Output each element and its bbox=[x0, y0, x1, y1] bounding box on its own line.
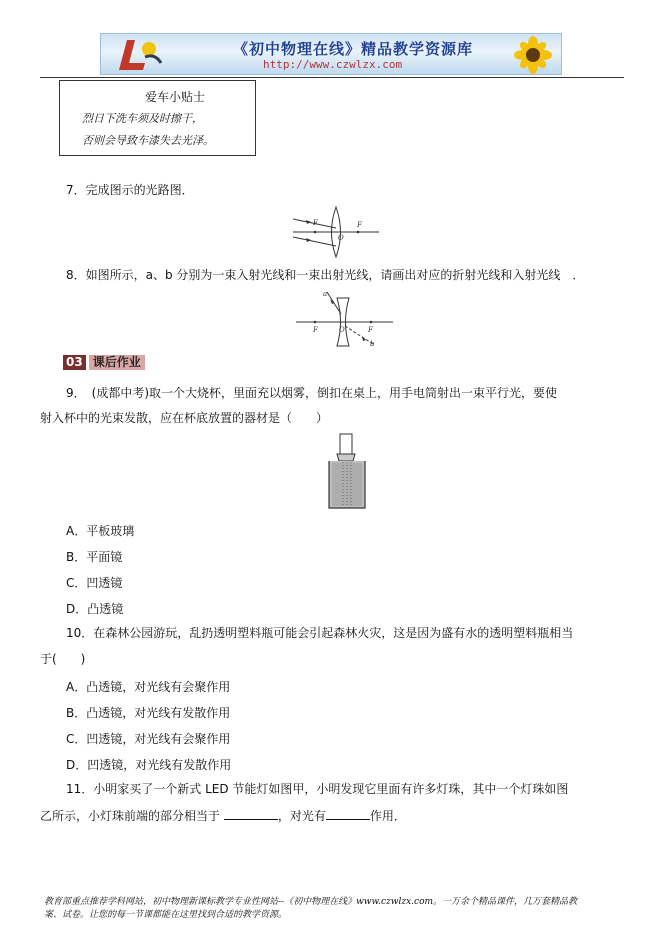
q7-focus-right bbox=[357, 231, 360, 234]
q7-lens-diagram bbox=[285, 205, 385, 259]
question-11-line-2 bbox=[40, 808, 406, 823]
q10-option-b: B．凸透镜，对光线有发散作用 bbox=[66, 706, 231, 720]
q8-label-b: b bbox=[370, 340, 375, 348]
sunflower-icon bbox=[505, 36, 561, 74]
q8-focus-right bbox=[370, 321, 373, 324]
beaker-flashlight-diagram bbox=[322, 433, 372, 511]
footer-line-1: 教育部重点推荐学科网站，初中物理新课标教学专业性网站--《初中物理在线》www.czwlzx.com。一万余个精品课件，几万套精品教 bbox=[44, 897, 578, 907]
question-8: 8．如图所示，a、b 分别为一束入射光线和一束出射光线，请画出对应的折射光线和入射光线 ． bbox=[66, 268, 585, 282]
tip-box bbox=[59, 80, 256, 156]
q11-text-part-3: 作用． bbox=[369, 809, 406, 823]
q8-label-F-right: F bbox=[368, 326, 373, 334]
q8-focus-left bbox=[314, 321, 317, 324]
q7-label-O: O bbox=[338, 234, 344, 242]
q7-focus-left bbox=[314, 231, 317, 234]
q11-answer-blank-2[interactable] bbox=[326, 808, 370, 820]
footer-line-2: 案、试卷。让您的每一节课都能在这里找到合适的教学资源。 bbox=[44, 910, 288, 920]
section-heading bbox=[63, 355, 145, 370]
question-11-line-1: 11．小明家买了一个新式 LED 节能灯如图甲，小明发现它里面有许多灯珠，其中一个灯珠如图 bbox=[66, 782, 569, 796]
question-7: 7．完成图示的光路图． bbox=[66, 183, 194, 197]
q8-label-O: O bbox=[339, 326, 345, 334]
q7-arrow-2 bbox=[306, 238, 311, 242]
q9-option-a: A．平板玻璃 bbox=[66, 524, 135, 538]
header-banner bbox=[100, 33, 562, 75]
section-number: 03 bbox=[63, 355, 86, 370]
q11-answer-blank-1[interactable] bbox=[224, 808, 278, 820]
smoke-fill bbox=[332, 463, 362, 506]
q11-text-part-2: ，对光有 bbox=[277, 809, 326, 823]
tip-line-1: 烈日下洗车须及时擦干， bbox=[82, 112, 203, 125]
header-rule bbox=[40, 77, 624, 78]
question-10-line-1: 10．在森林公园游玩，乱扔透明塑料瓶可能会引起森林火灾，这是因为盛有水的透明塑料瓶相当 bbox=[66, 626, 574, 640]
q8-lens-diagram bbox=[293, 284, 398, 348]
banner-title: 《初中物理在线》精品教学资源库 bbox=[233, 40, 474, 58]
tip-title: 爱车小贴士 bbox=[145, 90, 206, 104]
q11-text-part-1: 乙所示，小灯珠前端的部分相当于 bbox=[40, 809, 221, 823]
q8-label-F-left: F bbox=[313, 326, 318, 334]
site-logo-icon bbox=[115, 37, 165, 73]
q9-option-c: C．凹透镜 bbox=[66, 576, 123, 590]
flashlight-head bbox=[337, 454, 355, 461]
q10-option-d: D．凹透镜，对光线有发散作用 bbox=[66, 758, 232, 772]
question-9-line-1: 9． (成都中考)取一个大烧杯，里面充以烟雾，倒扣在桌上，用手电筒射出一束平行光，要使 bbox=[66, 386, 558, 400]
q8-arrow-b bbox=[362, 336, 366, 341]
q10-option-a: A．凸透镜，对光线有会聚作用 bbox=[66, 680, 231, 694]
tip-line-2: 否则会导致车漆失去光泽。 bbox=[82, 134, 214, 147]
banner-url[interactable]: http://www.czwlzx.com bbox=[263, 58, 403, 71]
q7-label-F-left: F bbox=[313, 219, 318, 227]
q7-arrow-1 bbox=[306, 220, 311, 224]
q7-label-F-right: F bbox=[357, 221, 362, 229]
flashlight-body bbox=[340, 434, 352, 454]
section-label: 课后作业 bbox=[89, 355, 145, 370]
q8-label-a: a bbox=[323, 290, 328, 298]
question-9-line-2: 射入杯中的光束发散，应在杯底放置的器材是（ ） bbox=[40, 411, 329, 425]
q10-option-c: C．凹透镜，对光线有会聚作用 bbox=[66, 732, 231, 746]
q9-option-b: B．平面镜 bbox=[66, 550, 123, 564]
q7-ray-2 bbox=[293, 237, 336, 246]
question-10-line-2: 于( ) bbox=[40, 652, 86, 666]
q9-option-d: D．凸透镜 bbox=[66, 602, 124, 616]
